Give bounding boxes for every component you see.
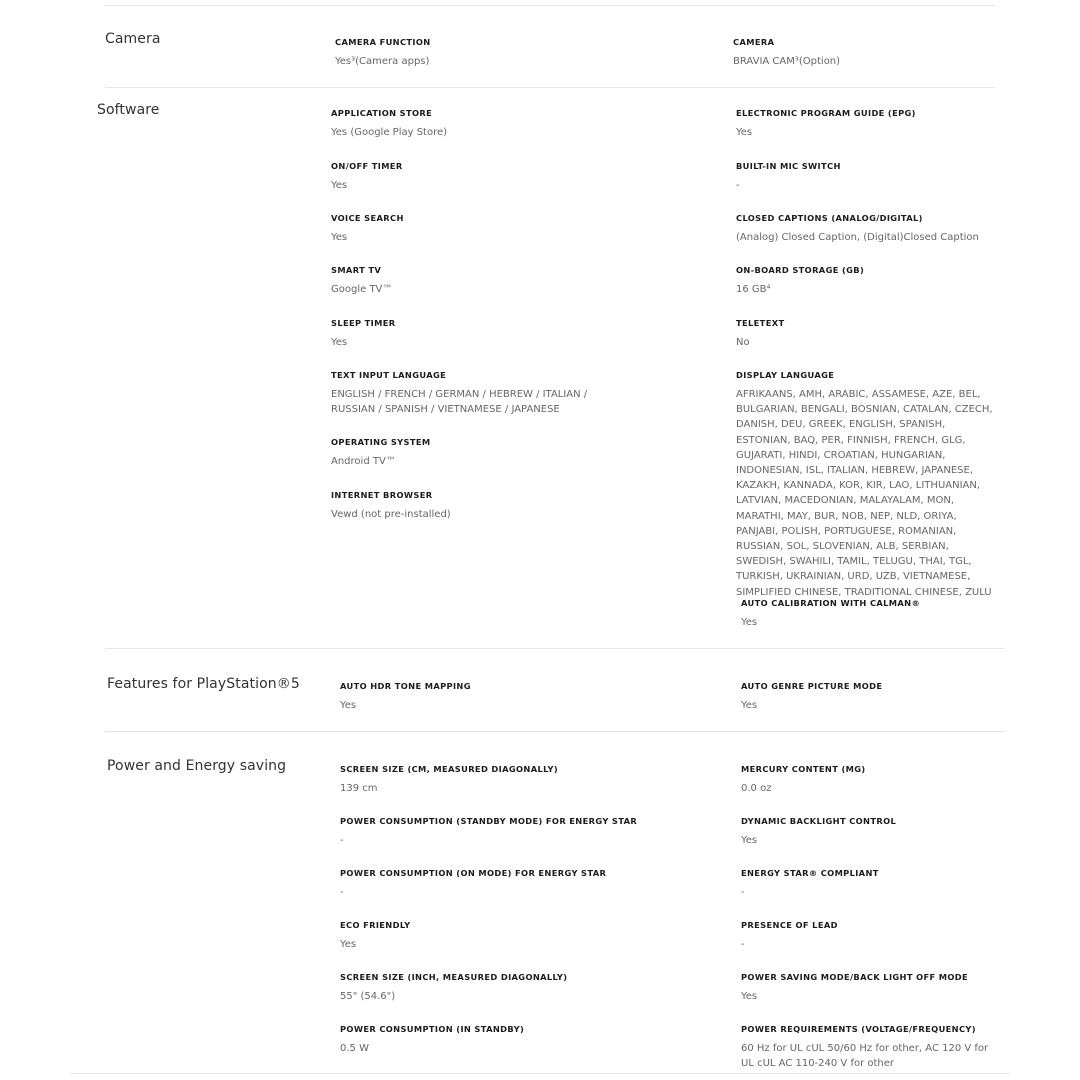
spec-label: POWER CONSUMPTION (STANDBY MODE) FOR ENERGY STAR	[340, 816, 638, 826]
spec-label: POWER REQUIREMENTS (VOLTAGE/FREQUENCY)	[741, 1024, 976, 1034]
spec-label: TEXT INPUT LANGUAGE	[331, 370, 447, 380]
spec-teletext	[736, 317, 1006, 350]
spec-label: INTERNET BROWSER	[331, 490, 433, 500]
spec-label: OPERATING SYSTEM	[331, 437, 431, 447]
spec-value: Android TV™	[331, 456, 396, 467]
spec-label: POWER CONSUMPTION (IN STANDBY)	[340, 1024, 525, 1034]
section-title-camera: Camera	[105, 31, 161, 47]
spec-value: Google TV™	[331, 284, 393, 295]
spec-text-input-language	[331, 369, 601, 417]
spec-label: APPLICATION STORE	[331, 108, 433, 118]
spec-value: Yes³(Camera apps)	[335, 56, 430, 67]
spec-value: 55" (54.6")	[340, 991, 396, 1002]
spec-label: DISPLAY LANGUAGE	[736, 370, 835, 380]
spec-label: SCREEN SIZE (INCH, MEASURED DIAGONALLY)	[340, 972, 568, 982]
section-title-power: Power and Energy saving	[107, 758, 287, 774]
spec-internet-browser	[331, 489, 691, 522]
spec-value: Vewd (not pre-installed)	[331, 509, 451, 520]
spec-value: 60 Hz for UL cUL 50/60 Hz for other, AC 120 V for UL cUL AC 110-240 V for other	[741, 1043, 989, 1070]
spec-value: 139 cm	[340, 783, 378, 794]
spec-value: Yes	[741, 700, 758, 711]
spec-value: Yes	[741, 991, 758, 1002]
spec-label: VOICE SEARCH	[331, 213, 404, 223]
spec-voice-search	[331, 212, 691, 245]
section-title-ps5: Features for PlayStation®5	[107, 676, 300, 692]
divider-bottom	[70, 1073, 1010, 1074]
spec-built-in-mic-switch	[736, 160, 1006, 193]
spec-label: POWER SAVING MODE/BACK LIGHT OFF MODE	[741, 972, 969, 982]
spec-value: Yes	[340, 939, 357, 950]
spec-power-on-mode-energy-star	[340, 867, 700, 900]
spec-screen-size-inch	[340, 971, 700, 1004]
spec-power-standby-energy-star	[340, 815, 700, 848]
spec-energy-star-compliant	[741, 867, 1011, 900]
spec-operating-system	[331, 436, 691, 469]
spec-value: BRAVIA CAM³(Option)	[733, 56, 841, 67]
spec-value: ENGLISH / FRENCH / GERMAN / HEBREW / ITALIAN / RUSSIAN / SPANISH / VIETNAMESE / JAPANESE	[331, 389, 588, 416]
spec-label: ECO FRIENDLY	[340, 920, 411, 930]
spec-value: (Analog) Closed Caption, (Digital)Closed Caption	[736, 232, 979, 243]
spec-label: CAMERA FUNCTION	[335, 37, 431, 47]
spec-label: POWER CONSUMPTION (ON MODE) FOR ENERGY STAR	[340, 868, 607, 878]
spec-value: No	[736, 337, 750, 348]
spec-camera	[733, 36, 993, 69]
spec-value: Yes (Google Play Store)	[331, 127, 448, 138]
spec-eco-friendly	[340, 919, 700, 952]
spec-label: AUTO GENRE PICTURE MODE	[741, 681, 883, 691]
spec-screen-size-cm	[340, 763, 700, 796]
spec-label: AUTO CALIBRATION WITH CALMAN®	[741, 598, 921, 608]
spec-value: Yes	[331, 232, 348, 243]
spec-value: Yes	[741, 835, 758, 846]
section-title-software: Software	[97, 102, 160, 118]
spec-value: -	[340, 887, 344, 898]
spec-label: ON/OFF TIMER	[331, 161, 403, 171]
spec-label: ENERGY STAR® COMPLIANT	[741, 868, 879, 878]
spec-power-in-standby	[340, 1023, 700, 1056]
spec-closed-captions	[736, 212, 1036, 245]
spec-value: Yes	[340, 700, 357, 711]
spec-label: BUILT-IN MIC SWITCH	[736, 161, 841, 171]
spec-label: MERCURY CONTENT (MG)	[741, 764, 866, 774]
spec-label: DYNAMIC BACKLIGHT CONTROL	[741, 816, 897, 826]
spec-label: ON-BOARD STORAGE (GB)	[736, 265, 865, 275]
divider-camera-software	[105, 87, 995, 88]
spec-value: 16 GB⁴	[736, 284, 771, 295]
spec-mercury-content	[741, 763, 1011, 796]
spec-sleep-timer	[331, 317, 691, 350]
spec-auto-hdr-tone-mapping	[340, 680, 700, 713]
spec-label: CAMERA	[733, 37, 775, 47]
divider-top	[105, 5, 995, 6]
divider-software-ps5	[105, 648, 1005, 649]
spec-display-language	[736, 369, 994, 600]
spec-value: 0.5 W	[340, 1043, 369, 1054]
spec-value: -	[736, 180, 740, 191]
spec-label: CLOSED CAPTIONS (ANALOG/DIGITAL)	[736, 213, 923, 223]
spec-dynamic-backlight-control	[741, 815, 1011, 848]
spec-label: SLEEP TIMER	[331, 318, 396, 328]
spec-on-board-storage	[736, 264, 1006, 297]
spec-value: Yes	[331, 180, 348, 191]
spec-value: Yes	[741, 617, 758, 628]
spec-label: ELECTRONIC PROGRAM GUIDE (EPG)	[736, 108, 916, 118]
spec-on-off-timer	[331, 160, 691, 193]
spec-value: AFRIKAANS, AMH, ARABIC, ASSAMESE, AZE, BEL, BULGARIAN, BENGALI, BOSNIAN, CATALAN, CZECH, DANISH, DEU, GREEK, ENGLISH, SPANISH, ESTONIAN, BAQ, PER, FINNISH, FRENCH, GLG, GUJARATI, HINDI, CROATIAN, HUNGARIAN, INDONESIAN, ISL, ITALIAN, HEBREW, JAPANESE, KAZAKH, KANNADA, KOR, KIR, LAO, LITHUANIAN, LATVIAN, MACEDONIAN, MALAYALAM, MON, MARATHI, MAY, BUR, NOB, NEP, NLD, ORIYA, PANJABI, POLISH, PORTUGUESE, ROMANIAN, RUSSIAN, SOL, SLOVENIAN, ALB, SERBIAN, SWEDISH, SWAHILI, TAMIL, TELUGU, THAI, TGL, TURKISH, UKRAINIAN, URD, UZB, VIETNAMESE, SIMPLIFIED CHINESE, TRADITIONAL CHINESE, ZULU	[736, 389, 993, 598]
spec-label: TELETEXT	[736, 318, 785, 328]
spec-label: SMART TV	[331, 265, 382, 275]
spec-value: -	[741, 939, 745, 950]
spec-power-saving-mode	[741, 971, 1011, 1004]
spec-value: Yes	[331, 337, 348, 348]
spec-power-requirements	[741, 1023, 991, 1071]
spec-presence-of-lead	[741, 919, 1011, 952]
spec-auto-calibration	[741, 597, 1011, 630]
spec-application-store	[331, 107, 691, 140]
spec-label: SCREEN SIZE (CM, MEASURED DIAGONALLY)	[340, 764, 558, 774]
spec-value: -	[741, 887, 745, 898]
spec-auto-genre-picture-mode	[741, 680, 1011, 713]
spec-value: -	[340, 835, 344, 846]
spec-smart-tv	[331, 264, 691, 297]
divider-ps5-power	[105, 731, 1005, 732]
spec-camera-function	[335, 36, 695, 69]
spec-label: PRESENCE OF LEAD	[741, 920, 838, 930]
spec-label: AUTO HDR TONE MAPPING	[340, 681, 471, 691]
spec-epg	[736, 107, 1006, 140]
spec-value: 0.0 oz	[741, 783, 772, 794]
spec-value: Yes	[736, 127, 753, 138]
